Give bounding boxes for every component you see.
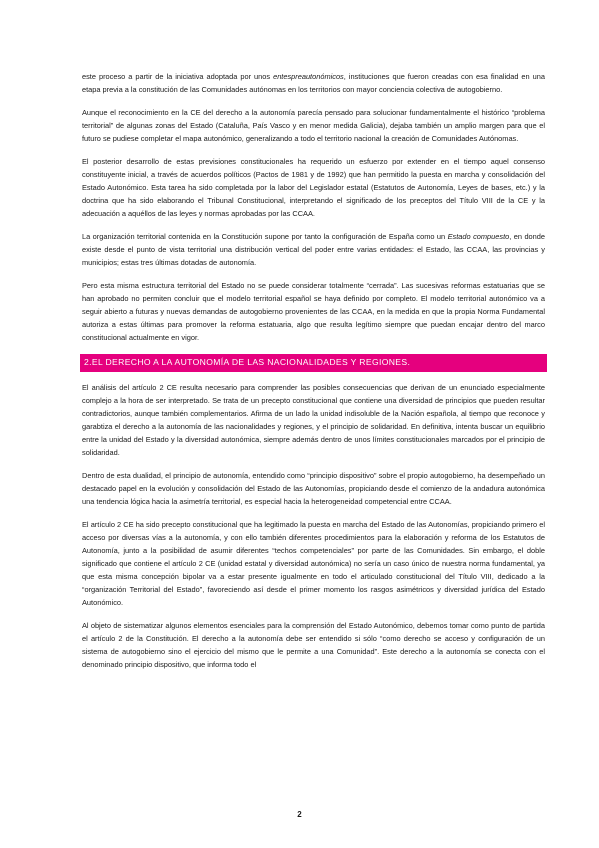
intro-paragraphs (82, 70, 545, 344)
page-number: 2 (297, 810, 302, 819)
paragraph (82, 381, 545, 459)
text-run: Dentro de esta dualidad, el principio de autonomía, entendido como “principio dispositivo” sobre el propio autogobierno, ha desempeñado un destacado papel en la evolución y consolidación del Estado de las Autonomías, propiciando desde el comienzo de la andadura autonómica una tendencia lógica hacia la asimetría territorial, es especial hacia la heterogeneidad competencial entre CCAA. (82, 471, 545, 506)
text-run: El artículo 2 CE ha sido precepto constitucional que ha legitimado la puesta en marcha del Estado de las Autonomías, propiciando primero el acceso por diversas vías a la autonomía, y con ello también diferentes procedimientos para la elaboración y reforma de los Estatutos de Autonomía, junto a la posibilidad de asumir diferentes “techos competenciales” por parte de las Comunidades. Sin embargo, el doble significado que contiene el artículo 2 CE (unidad estatal y diversidad autonómica) no sería un caso único de nuestra norma fundamental, ya que esta misma concepción bipolar va a estar presente igualmente en todo el articulado constitucional del Título VIII, dedicado a la “organización Territorial del Estado”, favoreciendo así desde el primer momento los rasgos asimétricos y diversidad jurídica del Estado Autonómico. (82, 520, 545, 607)
text-run: , instituciones que fueron creadas con esa finalidad en una etapa previa a la constitución de las Comunidades autónomas en los territorios con mayor conciencia colectiva de autogobierno. (82, 72, 545, 94)
italic-text: entespreautonómicos (273, 72, 344, 81)
text-run: El análisis del artículo 2 CE resulta necesario para comprender las posibles consecuencias que derivan de un enunciado especialmente complejo a la hora de ser interpretado. Se trata de un precepto constitucional que contiene una diversidad de principios que pueden resultar contradictorios, aunque también complementarios. Afirma de un lado la unidad indisoluble de la Nación española, al tiempo que reconoce y garabtiza el derecho a la autonomía de las nacionalidades y regiones, y el principio de solidaridad. En definitiva, intenta buscar un equilibrio entre la unidad del Estado y la diversidad autonómica, siempre además dentro de unos límites constitucionales marcados por el principio de solidaridad. (82, 383, 545, 457)
text-run: Aunque el reconocimiento en la CE del derecho a la autonomía parecía pensado para solucionar fundamentalmente el histórico “problema territorial” de algunas zonas del Estado (Cataluña, País Vasco y en menor medida Galicia), dejaba también un amplio margen para que el futuro se pudiese completar el mapa autonómico, generalizando a todo el territorio nacional la creación de Comunidades Autónomas. (82, 108, 545, 143)
paragraph (82, 106, 545, 145)
text-run: este proceso a partir de la iniciativa adoptada por unos (82, 72, 274, 81)
text-run: El posterior desarrollo de estas previsiones constitucionales ha requerido un esfuerzo por extender en el tiempo aquel consenso constituyente inicial, a través de acuerdos políticos (Pactos de 1981 y de 1992) que han permitido la puesta en marcha y consolidación del Estado Autonómico. Esta tarea ha sido completada por la labor del Legislador estatal (Estatutos de Autonomía, Leyes de bases, etc.) y la doctrina que ha sido elaborando el Tribunal Constitucional, interpretando el significado de los preceptos del Título VIII de la CE y la adecuación a aquéllos de las leyes y normas aprobadas por las CCAA. (82, 157, 545, 218)
paragraph (82, 70, 545, 96)
text-run: , en donde existe desde el punto de vista territorial una distribución vertical del poder entre varias entidades: el Estado, las CCAA, las provincias y municipios; estas tres últimas dotadas de autonomía. (82, 232, 545, 267)
text-run: Pero esta misma estructura territorial del Estado no se puede considerar totalmente “cerrada”. Las sucesivas reformas estatuarias que se han aprobado no permiten concluir que el modelo territorial español se haya definido por completo. El modelo territorial autonómico va a seguir abierto a futuras y nuevas demandas de autogobierno provenientes de las CCAA, en la medida en que la propia Norma Fundamental autoriza a estas últimas para promover la reforma estatuaria, algo que resulta legítimo siempre que puedan encajar dentro del marco constitucional actualmente en vigor. (82, 281, 545, 342)
paragraph (82, 230, 545, 269)
paragraph (82, 469, 545, 508)
section-body (82, 381, 545, 671)
text-run: Al objeto de sistematizar algunos elementos esenciales para la comprensión del Estado Autonómico, debemos tomar como punto de partida el artículo 2 de la Constitución. El derecho a la autonomía debe ser entendido si sólo “como derecho se acceso y configuración de un sistema de autogobierno sino el ejercicio del mismo que le permite a una Comunidad”. Este derecho a la autonomía se conecta con el denominado principio dispositivo, que informa todo el (82, 621, 545, 669)
italic-text: Estado compuesto (447, 232, 510, 241)
section-heading: 2.EL DERECHO A LA AUTONOMÍA DE LAS NACIONALIDADES Y REGIONES. (80, 354, 547, 372)
paragraph (82, 279, 545, 344)
paragraph (82, 518, 545, 609)
text-run: La organización territorial contenida en la Constitución supone por tanto la configuración de España como un (82, 232, 448, 241)
paragraph (82, 619, 545, 671)
paragraph (82, 155, 545, 220)
